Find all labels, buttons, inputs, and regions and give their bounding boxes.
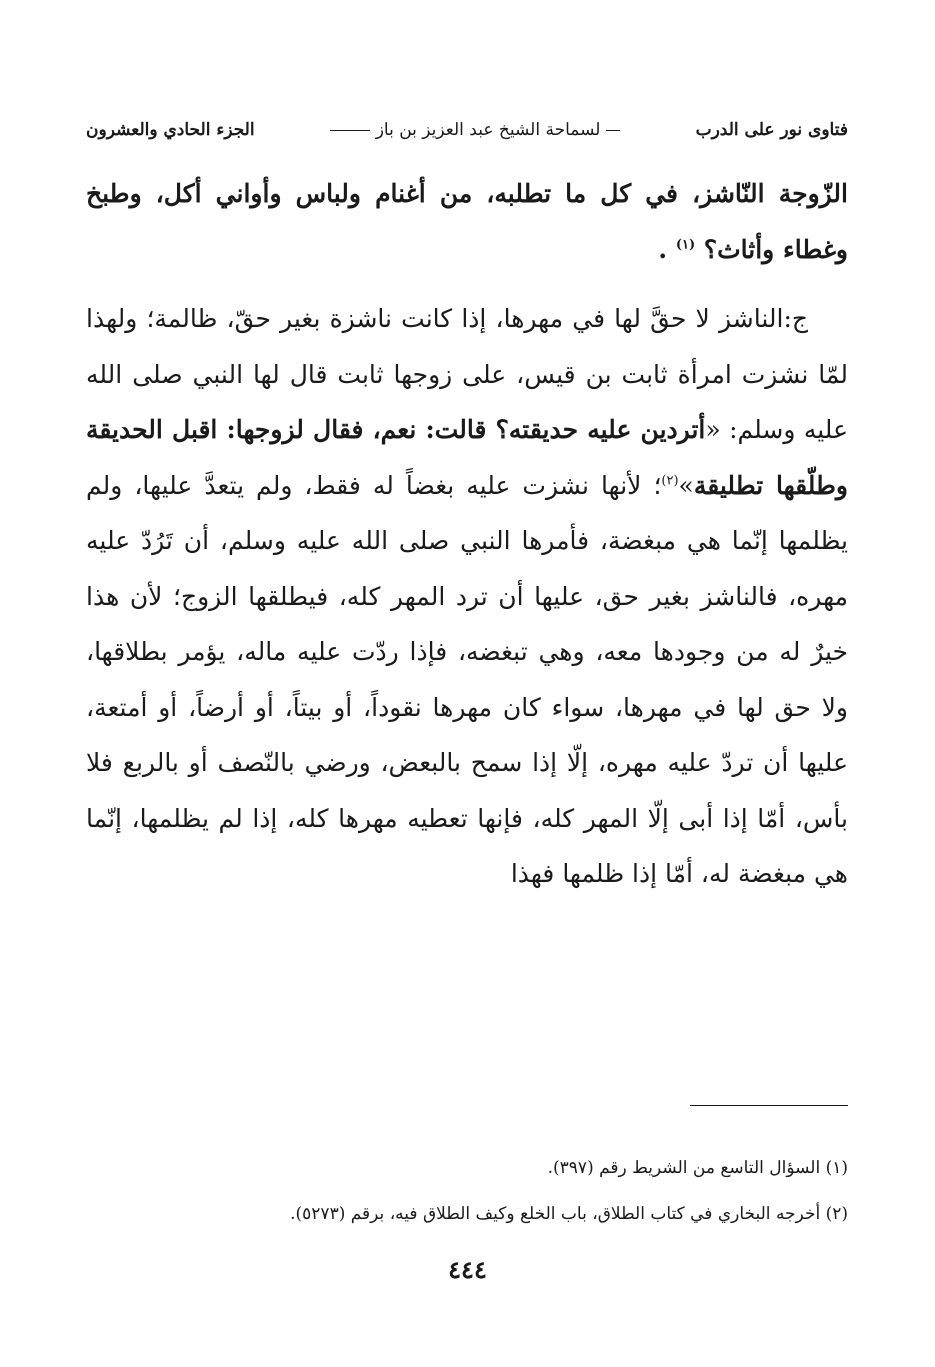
main-text (86, 166, 848, 902)
footnotes (86, 1145, 848, 1237)
answer-paragraph (86, 291, 848, 902)
footnote-ref-1: (١) (675, 237, 696, 253)
running-header (86, 116, 848, 144)
hadith-close: » (678, 470, 694, 500)
header-separator-long (330, 130, 370, 131)
book-title: فتاوى نور على الدرب (695, 120, 848, 140)
question-end: . (658, 234, 668, 264)
question-text: الزّوجة النّاشز، في كل ما تطلبه، من أغنام ولباس وأواني أكل، وطبخ وغطاء وأثاث؟ (86, 179, 848, 264)
answer-rest: ؛ لأنها نشزت عليه بغضاً له فقط، ولم يتعدَّ عليها، ولم يظلمها إنّما هي مبغضة، فأمرها النبي صلى الله عليه وسلم، أن تَرُدّ عليه مهره، فالناشز بغير حق، عليها أن ترد المهر كله، فيطلقها الزوج؛ لأن هذا خيرٌ له من وجودها معه، وهي تبغضه، فإذا ردّت عليه ماله، يؤمر بطلاقها، ولا حق لها في مهرها، سواء كان مهرها نقوداً، أو بيتاً، أو أرضاً، أو أمتعة، عليها أن تردّ عليه مهره، إلّا إذا سمح بالبعض، ورضي بالنّصف أو بالربع فلا بأس، أمّا إذا أبى إلّا المهر كله، فإنها تعطيه مهرها كله، إذا لم يظلمها، إنّما هي مبغضة له، أمّا إذا ظلمها فهذا (86, 470, 848, 888)
footnote-1: (١) السؤال التاسع من الشريط رقم (٣٩٧). (547, 1158, 848, 1178)
footnote-separator (690, 1105, 848, 1106)
header-author-group (330, 120, 621, 140)
footnote-ref-2: (٢) (661, 473, 679, 489)
question-paragraph (86, 166, 848, 277)
page-number: ٤٤٤ (448, 1255, 487, 1284)
answer-intro: ج:الناشز لا حقَّ لها في مهرها، إذا كانت ناشزة بغير حقّ، ظالمة؛ ولهذا لمّا نشزت امرأة ثابت بن قيس، على زوجها ثابت قال لها النبي صلى الله عليه وسلم: « (86, 304, 848, 444)
footnote-2: (٢) أخرجه البخاري في كتاب الطلاق، باب الخلع وكيف الطلاق فيه، برقم (٥٢٧٣). (290, 1204, 848, 1224)
author-name: لسماحة الشيخ عبد العزيز بن باز (375, 120, 601, 140)
header-separator (606, 130, 620, 131)
hadith-text: أتردين عليه حديقته؟ قالت: نعم، فقال لزوجها: اقبل الحديقة وطلّقها تطليقة (86, 415, 848, 500)
volume-title: الجزء الحادي والعشرون (86, 120, 255, 140)
